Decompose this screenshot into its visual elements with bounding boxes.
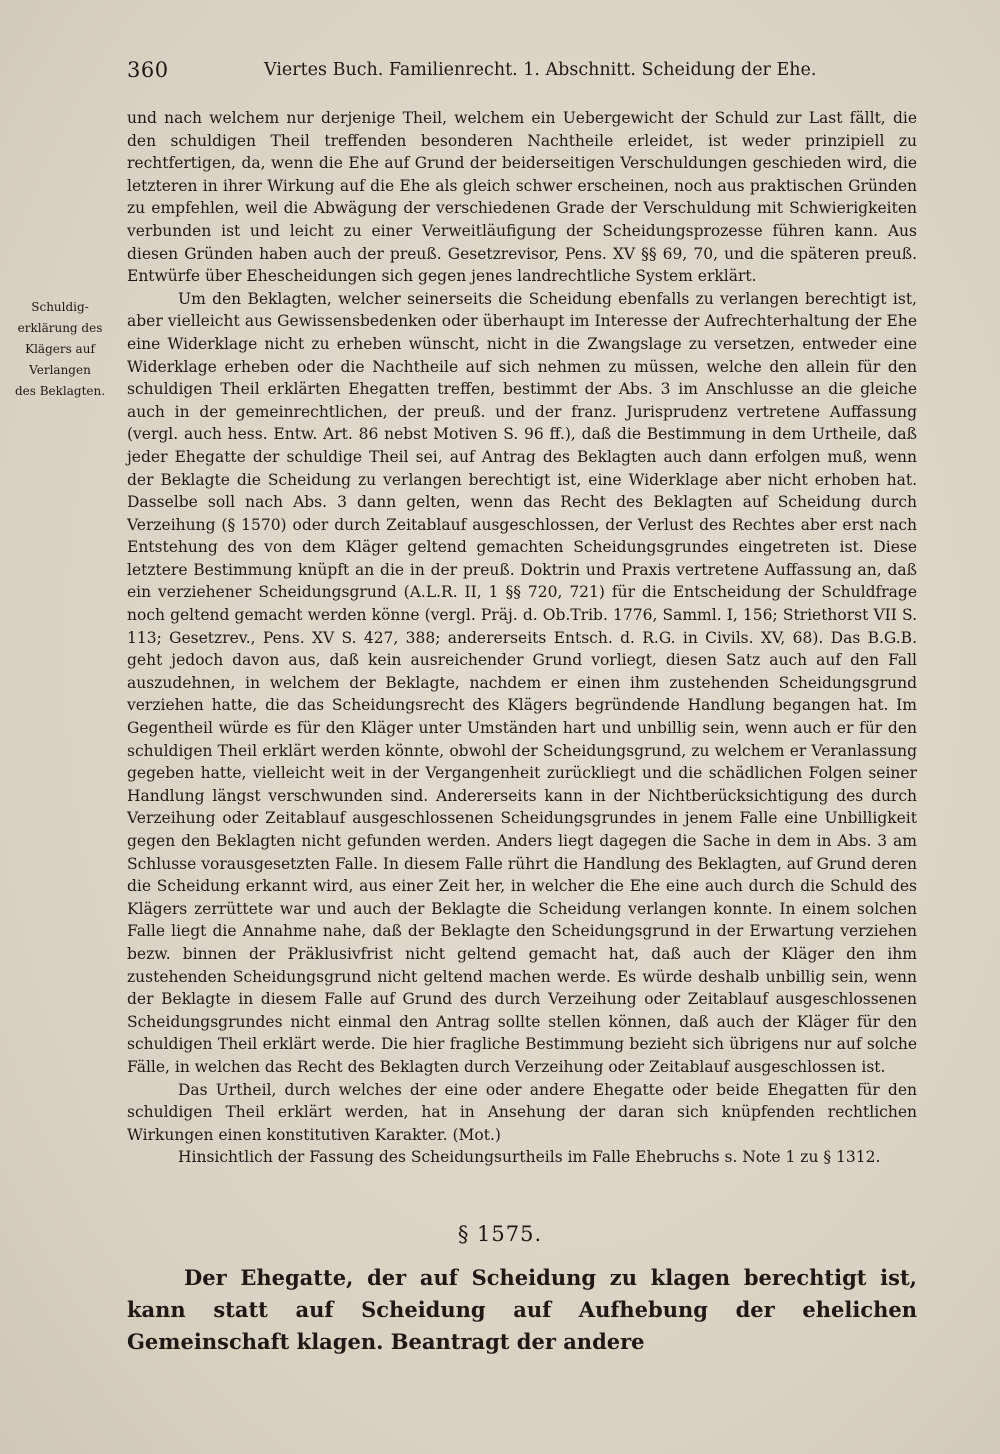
paragraph: Um den Beklagten, welcher seinerseits die Scheidung ebenfalls zu verlangen berechtigt ist, aber vielleicht aus Gewissensbedenken oder überhaupt im Interesse der Aufrechterhaltung der Ehe eine Widerklage nicht zu erheben wünscht, nicht in die Zwangslage zu versetzen, entweder eine Widerklage erheben oder die Nachtheile auf sich nehmen zu müssen, welche den allein für den schuldigen Theil erklärten Ehegatten treffen, bestimmt der Abs. 3 im Anschlusse an die gleiche auch in der gemeinrechtlichen, der preuß. und der franz. Jurisprudenz vertretene Auffassung (vergl. auch hess. Entw. Art. 86 nebst Motiven S. 96 ff.), daß die Bestimmung in dem Urtheile, daß jeder Ehegatte der schuldige Theil sei, auf Antrag des Beklagten auch dann erfolgen muß, wenn der Beklagte die Scheidung zu verlangen berechtigt ist, eine Widerklage aber nicht erhoben hat. Dasselbe soll nach Abs. 3 dann gelten, wenn das Recht des Beklagten auf Scheidung durch Verzeihung (§ 1570) oder durch Zeitablauf ausgeschlossen, der Verlust des Rechtes aber erst nach Entstehung des von dem Kläger geltend gemachten Scheidungsgrundes eingetreten ist. Diese letztere Bestimmung knüpft an die in der preuß. Doktrin und Praxis vertretene Auffassung an, daß ein verziehener Scheidungsgrund (A.L.R. II, 1 §§ 720, 721) für die Entscheidung der Schuldfrage noch geltend gemacht werden könne (vergl. Präj. d. Ob.Trib. 1776, Samml. I, 156; Striethorst VII S. 113; Gesetzrev., Pens. XV S. 427, 388; andererseits Entsch. d. R.G. in Civils. XV, 68). Das B.G.B. geht jedoch davon aus, daß kein ausreichender Grund vorliegt, diesen Satz auch auf den Fall auszudehnen, in welchem der Beklagte, nachdem er einen ihm zustehenden Scheidungsgrund verziehen hatte, die das Scheidungsrecht des Klägers begründende Handlung begangen hat. Im Gegentheil würde es für den Kläger unter Umständen hart und unbillig sein, wenn auch er für den schuldigen Theil erklärt werden könnte, obwohl der Scheidungsgrund, zu welchem er Veranlassung gegeben hatte, vielleicht weit in der Vergangenheit zurückliegt und die schädlichen Folgen seiner Handlung längst verschwunden sind. Andererseits kann in der Nichtberücksichtigung des durch Verzeihung oder Zeitablauf ausgeschlossenen Scheidungsgrundes in jenem Falle eine Unbilligkeit gegen den Beklagten nicht gefunden werden. Anders liegt dagegen die Sache in dem in Abs. 3 am Schlusse vorausgesetzten Falle. In diesem Falle rührt die Handlung des Beklagten, auf Grund deren die Scheidung erkannt wird, aus einer Zeit her, in welcher die Ehe eine auch durch die Schuld des Klägers zerrüttete war und auch der Beklagte die Scheidung verlangen konnte. In einem solchen Falle liegt die Annahme nahe, daß der Beklagte den Scheidungsgrund in der Erwartung verziehen bezw. binnen der Präklusivfrist nicht geltend gemacht hat, daß auch der Kläger den ihm zustehenden Scheidungsgrund nicht geltend machen werde. Es würde deshalb unbillig sein, wenn der Beklagte in diesem Falle auf Grund des durch Verzeihung oder Zeitablauf ausgeschlossenen Scheidungsgrundes nicht einmal den Antrag sollte stellen können, daß auch der Kläger für den schuldigen Theil erklärt werde. Die hier fragliche Bestimmung bezieht sich übrigens nur auf solche Fälle, in welchen das Recht des Beklagten durch Verzeihung oder Zeitablauf ausgeschlossen ist. (127, 289, 917, 1076)
paragraph: Das Urtheil, durch welches der eine oder andere Ehegatte oder beide Ehegatten für den schuldigen Theil erklärt werden, hat in Ansehung der daran sich knüpfenden rechtlichen Wirkungen einen konstitutiven Karakter. (Mot.) (127, 1080, 917, 1144)
statute-text: Der Ehegatte, der auf Scheidung zu klagen berechtigt ist, kann statt auf Scheidung auf Aufhebung der ehelichen Gemeinschaft klagen. Beantragt der andere (127, 1265, 917, 1354)
margin-note-line: Schuldig- (31, 300, 89, 314)
running-head: Viertes Buch. Familienrecht. 1. Abschnitt. Scheidung der Ehe. (264, 60, 817, 80)
section-heading: § 1575. (457, 1222, 543, 1246)
margin-note-line: des Beklagten. (14, 384, 106, 398)
margin-note (6, 297, 114, 402)
page-number: 360 (127, 58, 169, 82)
margin-note-line: Klägers auf (25, 342, 95, 356)
margin-note-line: Verlangen (29, 363, 91, 377)
paragraph: und nach welchem nur derjenige Theil, welchem ein Uebergewicht der Schuld zur Last fällt, die den schuldigen Theil treffenden besonderen Nachtheile erleidet, ist weder prinzipiell zu rechtfertigen, da, wenn die Ehe auf Grund der beiderseitigen Verschuldungen geschieden wird, die letzteren in ihrer Wirkung auf die Ehe als gleich schwer erscheinen, noch aus praktischen Gründen zu empfehlen, weil die Abwägung der verschiedenen Grade der Verschuldung mit Schwierigkeiten verbunden ist und leicht zu einer Verweitläufigung der Scheidungsprozesse führen kann. Aus diesen Gründen haben auch der preuß. Gesetzrevisor, Pens. XV §§ 69, 70, und die späteren preuß. Entwürfe über Ehescheidungen sich gegen jenes landrechtliche System erklärt. (127, 109, 917, 286)
paragraph: Hinsichtlich der Fassung des Scheidungsurtheils im Falle Ehebruchs s. Note 1 zu § 1312. (178, 1148, 881, 1167)
margin-note-line: erklärung des (17, 321, 103, 335)
commentary-text (127, 107, 917, 1169)
page-header (127, 58, 917, 88)
